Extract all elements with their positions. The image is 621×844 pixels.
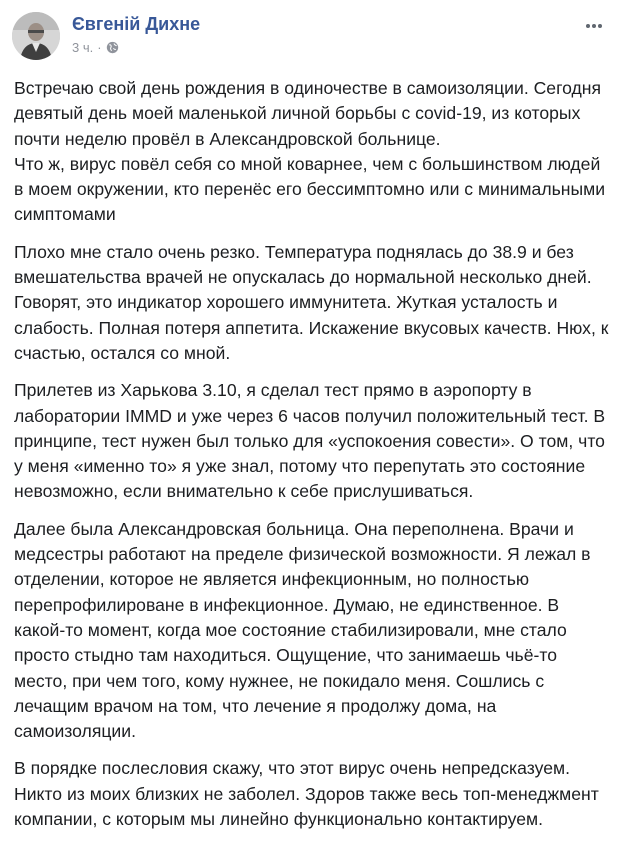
- post-text-line: лаборатории IMMD и уже через 6 часов получил положительный тест. В: [14, 405, 606, 426]
- post-text-line: почти неделю провёл в Александровской больнице.: [14, 128, 441, 149]
- post-paragraph: [14, 378, 610, 504]
- post-paragraph: [14, 240, 610, 366]
- post-text-line: медсестры работают на пределе физической возможности. Я лежал в: [14, 544, 591, 565]
- post-text-line: компании, с которым мы линейно функционально контактируем.: [14, 809, 543, 830]
- post-text-line: просто стыдно там находиться. Ощущение, что занимаешь чьё-то: [14, 645, 558, 666]
- post-paragraph: [14, 517, 610, 745]
- post-text-line: в моем окружении, кто перенёс его бессимптомно или с минимальными: [14, 179, 606, 200]
- post-text-line: слабость. Полная потеря аппетита. Искажение вкусовых качеств. Нюх, к: [14, 317, 609, 338]
- post-text-line: самоизоляции.: [14, 721, 136, 742]
- post-text-line: место, при чем того, кому нужнее, не покидало меня. Сошлись с: [14, 670, 545, 691]
- post-text-line: лечащим врачом на том, что лечение я продолжу дома, на: [14, 695, 497, 716]
- avatar-photo-icon: [12, 12, 60, 60]
- post-text-line: принципе, тест нужен был только для «успокоения совести». О том, что: [14, 430, 605, 451]
- globe-icon[interactable]: [106, 41, 119, 54]
- post-text-line: какой-то момент, когда мое состояние стабилизировали, мне стало: [14, 619, 567, 640]
- post-text-line: отделении, которое не является инфекционным, но полностью: [14, 569, 530, 590]
- post-text-line: перепрофилироване в инфекционное. Думаю, не единственное. В: [14, 594, 560, 615]
- post-header: [12, 12, 612, 62]
- post-text-line: девятый день моей маленькой личной борьбы с covid-19, из которых: [14, 103, 581, 124]
- meta-separator: ·: [97, 40, 102, 55]
- post-body: [14, 76, 610, 844]
- post-text-line: Прилетев из Харькова 3.10, я сделал тест прямо в аэропорту в: [14, 380, 532, 401]
- more-options-icon[interactable]: [582, 16, 606, 36]
- post-text-line: симптомами: [14, 204, 116, 225]
- post-meta: [72, 40, 119, 55]
- author-avatar[interactable]: [12, 12, 60, 60]
- post-paragraph: [14, 76, 610, 228]
- post-text-line: невозможно, если внимательно к себе прислушиваться.: [14, 481, 474, 502]
- post-text-line: Никто из моих близких не заболел. Здоров также весь топ-менеджмент: [14, 783, 599, 804]
- post-paragraph: [14, 756, 610, 832]
- post-text-line: Встречаю свой день рождения в одиночестве в самоизоляции. Сегодня: [14, 78, 602, 98]
- post-text-line: счастью, остался со мной.: [14, 342, 231, 363]
- post-text-line: В порядке послесловия скажу, что этот вирус очень непредсказуем.: [14, 758, 570, 779]
- post-text-line: Говорят, это индикатор хорошего иммунитета. Жуткая усталость и: [14, 292, 558, 313]
- post-timestamp[interactable]: 3 ч.: [72, 40, 94, 55]
- post-text-line: у меня «именно то» я уже знал, потому что перепутать это состояние: [14, 456, 586, 477]
- post-text-line: Что ж, вирус повёл себя со мной коварнее, чем с большинством людей: [14, 153, 601, 174]
- post-text-line: Плохо мне стало очень резко. Температура поднялась до 38.9 и без: [14, 241, 574, 262]
- author-name-link[interactable]: Євгеній Дихне: [72, 14, 201, 34]
- post-text-line: вмешательства врачей не опускалась до нормальной несколько дней.: [14, 267, 592, 288]
- post-text-line: Далее была Александровская больница. Она переполнена. Врачи и: [14, 518, 574, 539]
